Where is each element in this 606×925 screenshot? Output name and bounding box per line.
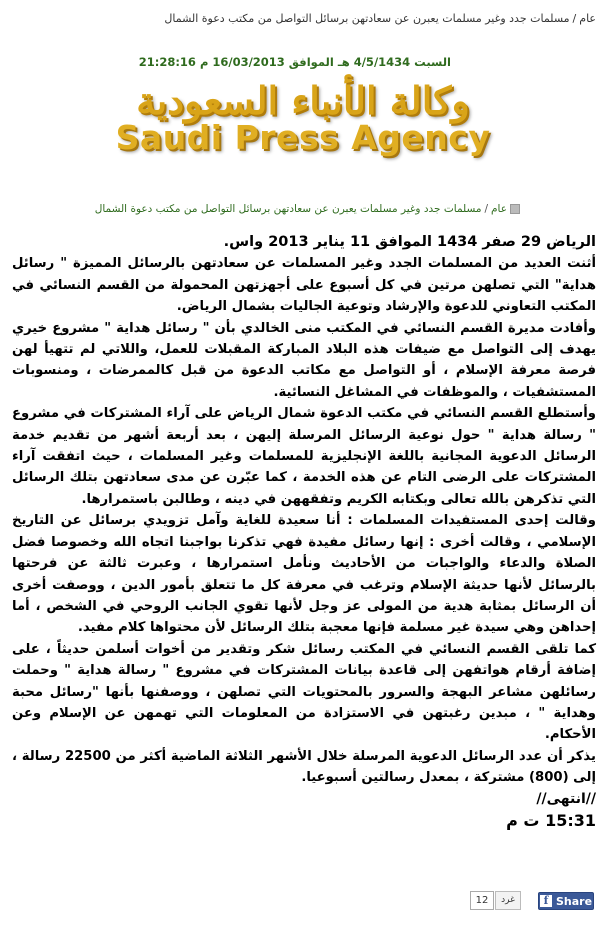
article-breadcrumb bbox=[20, 203, 520, 215]
article-paragraph-2: وأفادت مديرة القسم النسائي في المكتب منى الخالدي بأن " رسائل هداية " مشروع خيري يهدف إلى التواصل مع ضيفات هذه البلاد المباركة المقبلات للعمل، واللاتي لم تتهيأ لهن فرصة معرفة الإسلام ، أو التواصل مع مكاتب الدعوة من قبل كالممرضات ، ومنسوبات المستشفيات ، والموظفات في المشاغل النسائية. bbox=[12, 320, 596, 400]
article-paragraph-6: يذكر أن عدد الرسائل الدعوية المرسلة خلال الأشهر الثلاثة الماضية أكثر من 22500 رسالة ، إلى (800) مشتركة ، بمعدل رسالتين أسبوعيا. bbox=[12, 748, 596, 786]
agency-logo-arabic: وكالة الأنباء السعودية bbox=[136, 78, 470, 123]
top-breadcrumb bbox=[6, 12, 596, 25]
article-lead: الرياض 29 صفر 1434 الموافق 11 يناير 2013 واس. bbox=[223, 234, 596, 250]
breadcrumb-separator: / bbox=[572, 12, 577, 25]
agency-logo-english: Saudi Press Agency bbox=[115, 118, 491, 157]
article-time: 15:31 ت م bbox=[506, 810, 596, 830]
facebook-icon: f bbox=[540, 895, 552, 907]
tweet-button[interactable]: غرد bbox=[495, 891, 521, 910]
article-end-marker: //انتهى// bbox=[536, 790, 596, 807]
page-icon bbox=[510, 204, 520, 214]
facebook-share-label: Share bbox=[555, 894, 593, 908]
article-paragraph-1: أثنت العديد من المسلمات الجدد وغير المسلمات عن سعادتهن بالرسائل المميزة " رسائل هداية" التي تصلهن مرتين في كل أسبوع على أجهزتهن المحمولة من القسم النسائي في المكتب التعاوني للدعوة والإرشاد وتوعية الجاليات بشمال الرياض. bbox=[12, 256, 596, 315]
article-paragraph-4: وقالت إحدى المستفيدات المسلمات : أنا سعيدة للغاية وآمل تزويدي برسائل عن التاريخ الإسلامي ، وقالت أخرى : إنها رسائل مفيدة فهي تذكرنا بواجبنا اتجاه الله وخصوصا فضل الصلاة والدعاء والواجبات من الأحاديث ونأمل استمرارها ، وعبرت ثالثة عن فرحتها بالرسائل لأنها حديثة الإسلام وترغب في معرفة كل ما تتعلق بأمور الدين ، ووصفت أخرى أن الرسائل بمثابة هدية من المولى عز وجل لأنها تقوي الجانب الروحي في الشخص ، أما إحداهن وهي سيدة غير مسلمة فإنها معجبة بتلك الرسائل لأن محتواها كلام مفيد. bbox=[12, 513, 596, 636]
article-paragraph-3: وأستطلع القسم النسائي في مكتب الدعوة شمال الرياض على آراء المشتركات في مشروع " رسالة هداية " حول نوعية الرسائل المرسلة إليهن ، بعد أربعة أشهر من تقديم خدمة الرسائل الدعوية المجانية باللغة الإنجليزية للمسلمات وغير المسلمات ، حيث اتفقت آراء المشتركات على الرضى التام عن هذه الخدمة ، كما عبّرن عن مدى سعادتهن بتلك الرسائل التي تذكرهن بالله تعالى وبكتابه الكريم وتفقههن في دينه ، وطالبن باستمرارها. bbox=[12, 406, 596, 507]
article-paragraph-5: كما تلقى القسم النسائي في المكتب رسائل شكر وتقدير من أخوات أسلمن حديثاً ، على إضافة أرقام هواتفهن إلى قاعدة بيانات المشتركات في مشروع " رسالة هداية " وحملت رسائلهن مشاعر البهجة والسرور بالمحتويات التي تصلهن ، ووصفنها بأنها "رسائل محبة وهداية " ، مبدين رغبتهن في الاستزادة من المعلومات التي تهمهن عن الإسلام وعن الأحكام. bbox=[12, 641, 596, 743]
article-body bbox=[12, 232, 596, 831]
breadcrumb-section-link[interactable]: عام bbox=[579, 12, 596, 25]
breadcrumb-title: مسلمات جدد وغير مسلمات يعبرن عن سعادتهن برسائل التواصل من مكتب دعوة الشمال bbox=[164, 12, 570, 25]
facebook-share-button[interactable] bbox=[538, 892, 594, 910]
article-breadcrumb-separator: / bbox=[484, 203, 489, 215]
article-breadcrumb-title: مسلمات جدد وغير مسلمات يعبرن عن سعادتهن برسائل التواصل من مكتب دعوة الشمال bbox=[94, 203, 482, 215]
share-count: 12 bbox=[470, 891, 494, 910]
dateline: السبت 4/5/1434 هـ الموافق 16/03/2013 م 21:28:16 bbox=[138, 55, 451, 69]
article-breadcrumb-section-link[interactable]: عام bbox=[491, 203, 507, 215]
